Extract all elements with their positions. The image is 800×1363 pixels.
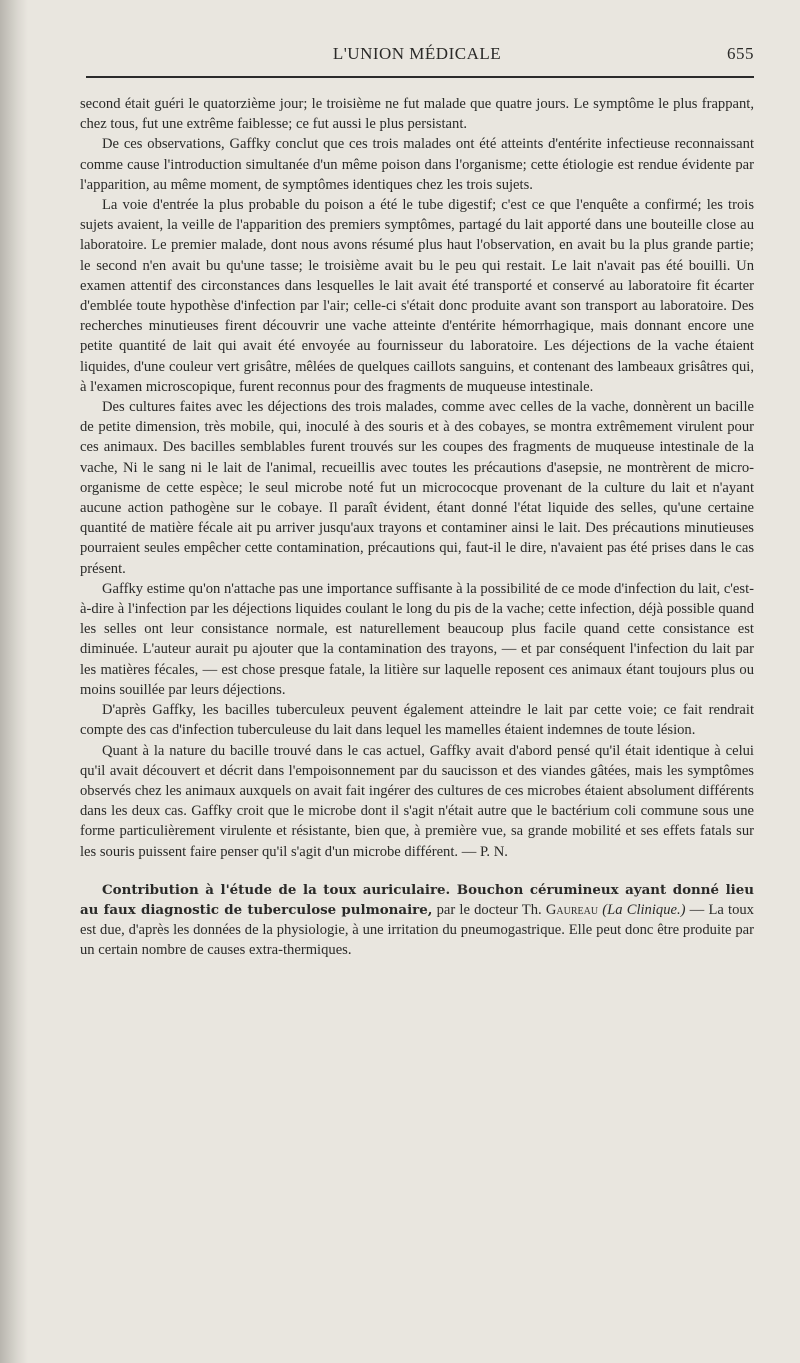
- abstract-text: — La toux est due, d'après les données de la physiologie, à une irritation du pneumogastrique. Elle peut donc être produite par un certain nombre de causes extra-thermiques.: [80, 901, 754, 959]
- abstract-entry: [80, 880, 754, 961]
- header-rule: [86, 76, 754, 78]
- scan-edge: [0, 0, 28, 1363]
- abstract-title: Contribution à l'étude de la toux auriculaire. Bouchon cérumineux ayant donné lieu au faux diagnostic de tuberculose pulmonaire,: [80, 881, 754, 918]
- journal-page: [80, 44, 754, 961]
- running-header: [80, 44, 754, 74]
- paragraph: Gaffky estime qu'on n'attache pas une importance suffisante à la possibilité de ce mode d'infection du lait, c'est-à-dire à l'infection par les déjections liquides coulant le long du pis de la vache; cette infection, déjà possible quand les selles ont leur consistance normale, est naturellement beaucoup plus facile quand cette consistance est diminuée. L'auteur aurait pu ajouter que la contamination des trayons, — et par conséquent l'infection du lait par les matières fécales, — est chose presque fatale, la litière sur laquelle reposent ces animaux étant toujours plus ou moins souillée par leurs déjections.: [80, 580, 754, 698]
- paragraph: D'après Gaffky, les bacilles tuberculeux peuvent également atteindre le lait par cette voie; ce fait rendrait compte des cas d'infection tuberculeuse du lait dans lequel les mamelles étaient indemnes de toute lésion.: [80, 702, 754, 739]
- page-number: 655: [727, 44, 754, 63]
- abstract-author: Gaureau: [545, 901, 599, 918]
- article-body: [80, 94, 754, 862]
- paragraph: Quant à la nature du bacille trouvé dans le cas actuel, Gaffky avait d'abord pensé qu'il était identique à celui qu'il avait découvert et décrit dans l'empoisonnement par du saucisson et des viandes gâtées, mais les symptômes observés chez les animaux auxquels on avait fait ingérer des cultures de ces microbes étaient absolument différents dans les deux cas. Gaffky croit que le microbe dont il s'agit n'était autre que le bactérium coli commune sous une forme particulièrement virulente et résistante, bien que, à première vue, sa grande mobilité et ses effets fatals sur les souris puissent faire penser qu'il s'agit d'un microbe différent. — P. N.: [80, 742, 754, 860]
- paragraph: De ces observations, Gaffky conclut que ces trois malades ont été atteints d'entérite infectieuse reconnaissant comme cause l'introduction simultanée d'un même poison dans l'organisme; cette étiologie est rendue évidente par l'apparition, au même moment, de symptômes identiques chez les trois sujets.: [80, 136, 754, 193]
- abstract-byline: par le docteur Th.: [432, 901, 546, 918]
- paragraph: Des cultures faites avec les déjections des trois malades, comme avec celles de la vache, donnèrent un bacille de petite dimension, très mobile, qui, inoculé à des souris et à des cobayes, se montra extrêmement virulent pour ces animaux. Des bacilles semblables furent trouvés sur les coupes des fragments de muqueuse intestinale de la vache, Ni le sang ni le lait de l'animal, recueillis avec toutes les précautions d'asepsie, ne montrèrent de micro-organisme de cette espèce; le seul microbe noté fut un micrococque provenant de la culture du lait et n'ayant aucune action pathogène sur le cobaye. Il paraît évident, étant donné l'état liquide des selles, qu'une certaine quantité de matière fécale ait pu arriver jusqu'aux trayons et contaminer ainsi le lait. Des précautions minutieuses pourraient seules empêcher cette contamination, précautions qui, faut-il le dire, n'avaient pas été prises dans le cas présent.: [80, 399, 754, 577]
- journal-title: L'UNION MÉDICALE: [332, 44, 502, 63]
- paragraph: La voie d'entrée la plus probable du poison a été le tube digestif; c'est ce que l'enquête a confirmé; les trois sujets avaient, la veille de l'apparition des premiers symptômes, partagé du lait apporté dans une bouteille close au laboratoire. Le premier malade, dont nous avons résumé plus haut l'observation, en avait bu la plus grande partie; le second n'en avait bu qu'une tasse; le troisième avait bu le peu qui restait. Le lait n'avait pas été bouilli. Un examen attentif des circonstances dans lesquelles le lait avait été transporté et conservé au laboratoire fit écarter d'emblée toute hypothèse d'infection par l'air; celle-ci s'était donc produite avant son transport au laboratoire. Des recherches minutieuses firent découvrir une vache atteinte d'entérite hémorrhagique, mais donnant encore une petite quantité de lait qui avait été envoyée au fournisseur du laboratoire. Les déjections de la vache étaient liquides, d'une couleur vert grisâtre, mêlées de quelques caillots sanguins, et contenant des lambeaux grisâtres qui, à l'examen microscopique, furent reconnus pour des fragments de muqueuse intestinale.: [80, 197, 754, 395]
- paragraph: second était guéri le quatorzième jour; le troisième ne fut malade que quatre jours. Le symptôme le plus frappant, chez tous, fut une extrême faiblesse; ce fut aussi le plus persistant.: [80, 96, 754, 133]
- abstract-source: (La Clinique.): [598, 901, 686, 918]
